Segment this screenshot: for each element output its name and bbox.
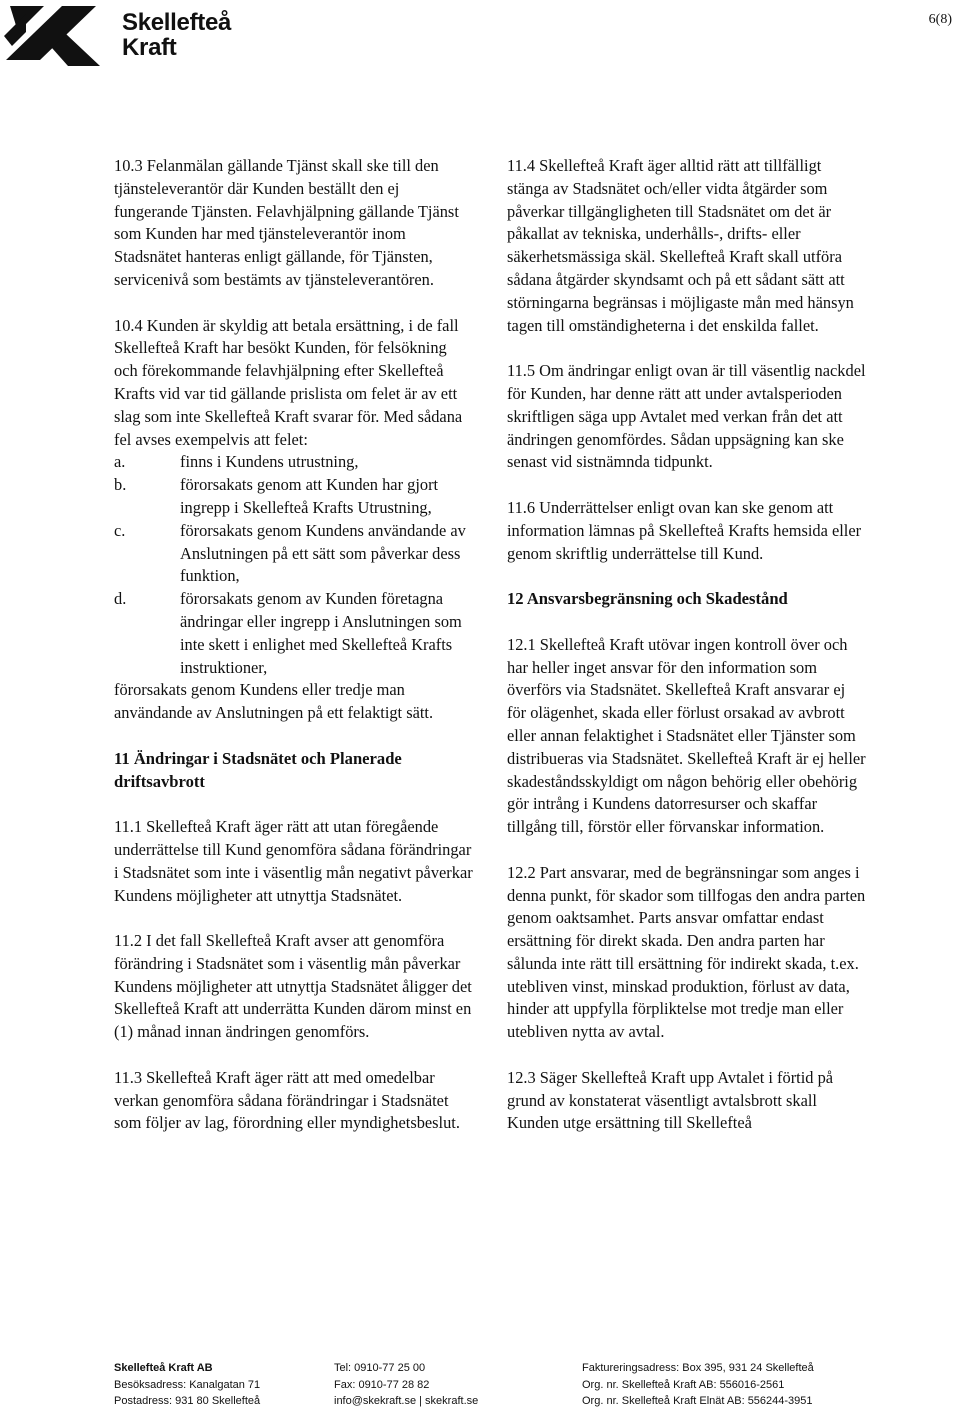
list-marker: c. [114, 520, 126, 540]
list-marker: b. [114, 475, 127, 495]
section-12-heading: 12 Ansvarsbegränsning och Skadestånd [507, 589, 788, 609]
list-item [114, 451, 474, 474]
clause-11-5: 11.5 Om ändringar enligt ovan är till väsentlig nackdel för Kunden, har denne rätt att under avtalsperioden skriftligen säga upp Avtalet med verkan från det att ändringen genomfördes. Sådan uppsägning kan ske senast vid sistnämnda tidpunkt. [507, 361, 866, 472]
footer-fax: Fax: 0910-77 28 82 [334, 1378, 430, 1391]
clause-10-4: 10.4 Kunden är skyldig att betala ersättning, i de fall Skellefteå Kraft har besökt Kunden, för felsökning och förekommande felavhjälpning efter Skellefteå Krafts vid var tid gällande prislista om felet är av ett slag som inte Skellefteå Kraft svarar för. Med sådana fel avses exempelvis att felet: [114, 315, 463, 449]
company-logo [4, 2, 244, 68]
list-item [114, 474, 474, 520]
clause-12-1: 12.1 Skellefteå Kraft utövar ingen kontroll över och har heller inget ansvar för den information som överförs via Stadsnätet. Skellefteå Kraft ansvarar ej för olägenhet, skada eller förlust orsakad av avbrott eller annan felaktighet i Stadsnätet eller Tjänster som distribueras via Stadsnätet. Skellefteå Kraft är ej heller skadeståndsskyldigt om någon behörig eller obehörig gör intrång i Kundens datorresurser och skaffar tillgång till, förstör eller förvanskar information. [507, 634, 866, 837]
footer-billing [582, 1360, 814, 1410]
footer-org-number-2: Org. nr. Skellefteå Kraft Elnät AB: 556244-3951 [582, 1395, 813, 1407]
clause-10-3: 10.3 Felanmälan gällande Tjänst skall ske till den tjänsteleverantör där Kunden beställt den ej fungerande Tjänsten. Felavhjälpning gällande Tjänst som Kunden har med tjänsteleverantör inom Stadsnätet hanteras enligt gällande, för Tjänsten, servicenivå som bestämts av tjänsteleverantören. [114, 156, 459, 289]
fault-list [114, 451, 474, 679]
clause-11-2: 11.2 I det fall Skellefteå Kraft avser att genomföra förändring i Stadsnätet som i väsentlig mån påverkar Kundens möjligheter att utnyttja Stadsnätet åligger det Skellefteå Kraft att underrätta Kunden därom minst en (1) månad innan ändringen genomförs. [114, 931, 472, 1042]
footer-invoice-address: Faktureringsadress: Box 395, 931 24 Skellefteå [582, 1362, 814, 1374]
logo-line-2: Kraft [122, 34, 177, 61]
clause-12-2: 12.2 Part ansvarar, med de begränsningar som anges i denna punkt, för skador som tillfogas den andra parten genom oaktsamhet. Parts ansvar omfattar endast ersättning för direkt skada. Den andra parten har sålunda inte rätt till ersättning för indirekt skada, t.ex. utebliven vinst, minskad produktion, förlust av data, hinder att uppfylla förpliktelse mot tredje man eller utebliven nytta av avtal. [507, 862, 866, 1042]
footer-postal-address: Postadress: 931 80 Skellefteå [114, 1395, 261, 1407]
list-marker: a. [114, 452, 126, 472]
list-item [114, 588, 474, 679]
footer-visit-address: Besöksadress: Kanalgatan 71 [114, 1378, 261, 1391]
page-number: 6(8) [928, 12, 952, 27]
list-marker: d. [114, 589, 127, 609]
footer-address [114, 1360, 260, 1410]
logo-mark-icon [4, 2, 116, 68]
list-text: finns i Kundens utrustning, [180, 452, 359, 472]
section-11-heading: 11 Ändringar i Stadsnätet och Planerade driftsavbrott [114, 748, 402, 791]
footer-phone: Tel: 0910-77 25 00 [334, 1362, 426, 1374]
clause-12-3: 12.3 Säger Skellefteå Kraft upp Avtalet i förtid på grund av konstaterat väsentligt avtalsbrott skall Kunden utge ersättning till Skellefteå [507, 1067, 834, 1133]
logo-line-1: Skellefteå [122, 9, 232, 36]
footer-org-number-1: Org. nr. Skellefteå Kraft AB: 556016-2561 [582, 1378, 785, 1391]
list-text: förorsakats genom att Kunden har gjort ingrepp i Skellefteå Krafts Utrustning, [180, 475, 439, 517]
footer-company: Skellefteå Kraft AB [114, 1362, 213, 1374]
right-column [507, 155, 867, 1158]
list-text: förorsakats genom Kundens användande av Anslutningen på ett sätt som påverkar dess funktion, [180, 520, 466, 586]
clause-11-6: 11.6 Underrättelser enligt ovan kan ske genom att information lämnas på Skellefteå Krafts hemsida eller genom skriftlig underrättelse till Kund. [507, 497, 862, 563]
page-footer [0, 1360, 960, 1410]
footer-contact [334, 1360, 478, 1410]
list-item [114, 520, 474, 588]
left-column [114, 155, 474, 1158]
clause-11-3: 11.3 Skellefteå Kraft äger rätt att med omedelbar verkan genomföra sådana förändringar i Stadsnätet som följer av lag, förordning eller myndighetsbeslut. [114, 1067, 460, 1133]
clause-11-1: 11.1 Skellefteå Kraft äger rätt att utan föregående underrättelse till Kund genomföra sådana förändringar i Stadsnätet som inte i väsentlig mån negativt påverkar Kundens möjligheter att utnyttja Stadsnätet. [114, 817, 473, 905]
list-text: förorsakats genom av Kunden företagna ändringar eller ingrepp i Anslutningen som inte skett i enlighet med Skellefteå Krafts instruktioner, [180, 589, 462, 677]
clause-10-4-end: förorsakats genom Kundens eller tredje man användande av Anslutningen på ett felaktigt sätt. [114, 680, 434, 723]
clause-11-4: 11.4 Skellefteå Kraft äger alltid rätt att tillfälligt stänga av Stadsnätet och/eller vidta åtgärder som påverkar tillgängligheten till Stadsnätet om det är påkallat av tekniska, underhålls-, drifts- eller säkerhetsmässiga skäl. Skellefteå Kraft skall utföra sådana åtgärder skyndsamt och på ett sådant sätt att störningarna begränsas i möjligaste mån med hänsyn tagen till omständigheterna i det enskilda fallet. [507, 156, 854, 335]
footer-email-web[interactable]: info@skekraft.se | skekraft.se [334, 1395, 479, 1407]
